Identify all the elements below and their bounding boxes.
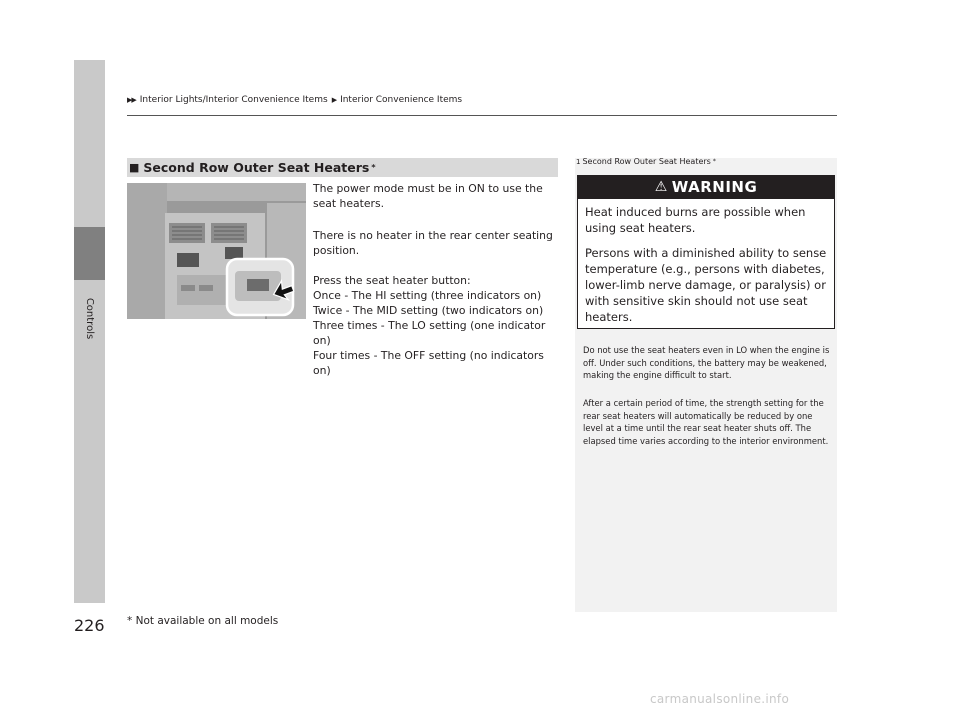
section-heading [127, 158, 558, 177]
breadcrumb-item[interactable]: Interior Convenience Items [340, 95, 463, 105]
breadcrumb-item[interactable]: Interior Lights/Interior Convenience Items [139, 95, 328, 105]
warning-icon: ⚠ [654, 179, 668, 195]
section-title: Second Row Outer Seat Heaters [143, 160, 370, 175]
note-ref-number: 1 [576, 157, 581, 166]
power-mode-paragraph: The power mode must be in ON to use the seat heaters. [313, 182, 543, 210]
section-marker-icon: ■ [129, 161, 140, 174]
footnote: * Not available on all models [127, 615, 279, 627]
breadcrumb-arrow-icon: ▶ [331, 96, 337, 104]
center-seat-paragraph: There is no heater in the rear center seating position. [313, 229, 553, 257]
instruction-line: Three times - The LO setting (one indicator on) [313, 319, 546, 347]
instruction-line: Press the seat heater button: [313, 274, 471, 287]
header-divider [127, 115, 837, 116]
page-number: 226 [74, 616, 105, 635]
warning-text-burns: Heat induced burns are possible when using seat heaters. [585, 205, 806, 235]
warning-header: ⚠ WARNING [577, 175, 835, 199]
watermark: carmanualsonline.info [650, 692, 790, 706]
section-asterisk: * [371, 163, 376, 172]
sidebar-note-title: 1 Second Row Outer Seat Heaters * [576, 157, 716, 166]
button-instructions [313, 273, 563, 378]
chapter-label: Controls [84, 297, 96, 339]
breadcrumb-arrow-icon: ▶▶ [127, 96, 136, 104]
chapter-tab-marker [74, 227, 105, 280]
note-auto-reduce: After a certain period of time, the strength setting for the rear seat heaters will automatically be reduced by one level at a time until the rear seat heater shuts off. The elapsed time varies according to the interior environment. [583, 398, 829, 446]
warning-text-persons: Persons with a diminished ability to sense temperature (e.g., persons with diabetes, lower-limb nerve damage, or paralysis) or with sensitive skin should not use seat heaters. [585, 246, 827, 324]
note-engine-off: Do not use the seat heaters even in LO when the engine is off. Under such conditions, the battery may be weakened, making the engine difficult to start. [583, 345, 830, 380]
seat-heater-button-photo [127, 183, 306, 319]
instruction-line: Once - The HI setting (three indicators on) [313, 289, 542, 302]
instruction-line: Twice - The MID setting (two indicators on) [313, 304, 544, 317]
instruction-line: Four times - The OFF setting (no indicators on) [313, 349, 544, 377]
breadcrumb [127, 95, 462, 105]
